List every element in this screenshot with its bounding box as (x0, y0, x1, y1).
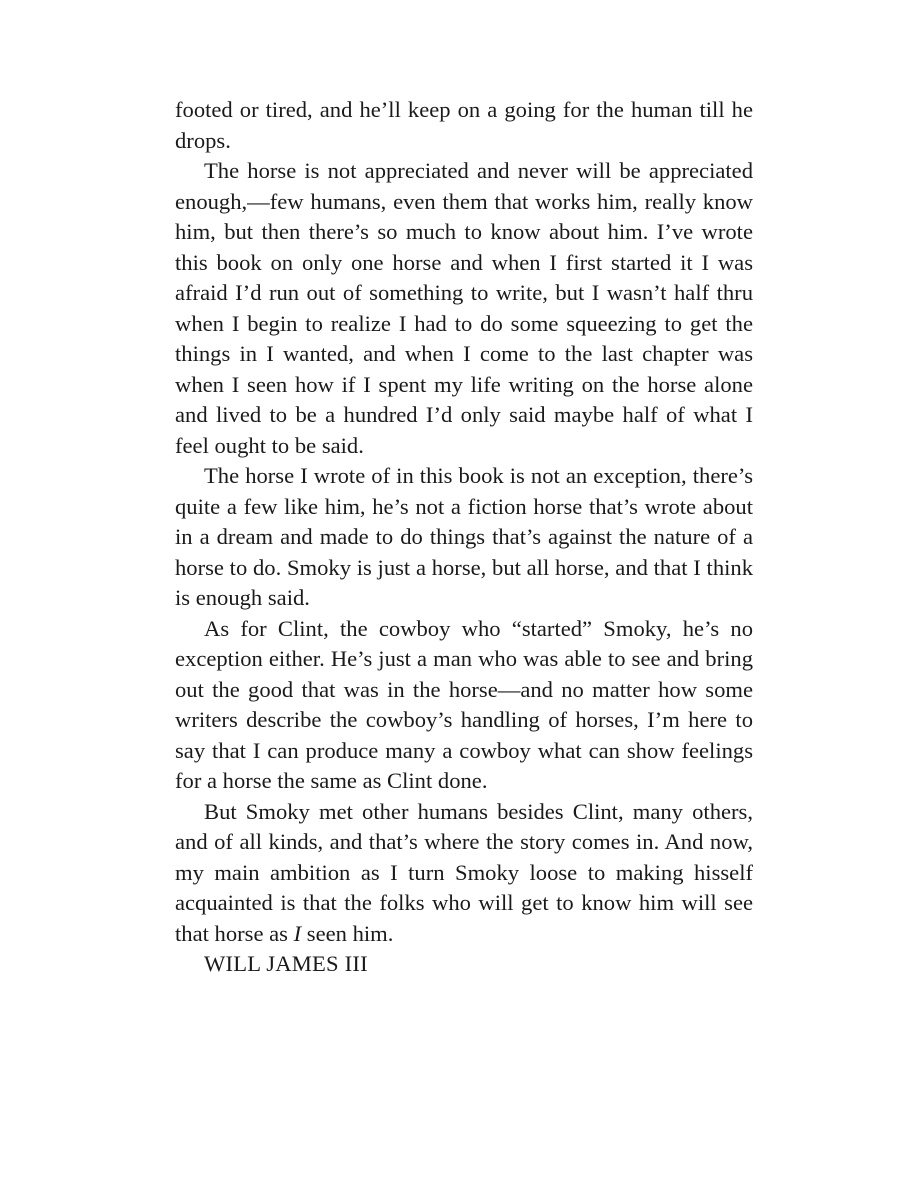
page-body (175, 95, 753, 980)
paragraph-continued: footed or tired, and he’ll keep on a going for the human till he drops. (175, 97, 753, 153)
paragraph-ambition (175, 797, 753, 950)
paragraph-not-exception: The horse I wrote of in this book is not an exception, there’s quite a few like him, he’s not a fiction horse that’s wrote about in a dream and made to do things that’s against the nature of a horse to do. Smoky is just a horse, but all horse, and that I think is enough said. (175, 463, 753, 610)
paragraph-ambition-emphasis: I (293, 920, 302, 946)
author-signature: WILL JAMES III (204, 951, 368, 976)
paragraph-ambition-after: seen him. (301, 920, 394, 946)
paragraph-ambition-before: But Smoky met other humans besides Clint, many others, and of all kinds, and that’s where the story comes in. And now, my main ambition as I turn Smoky loose to making hisself acquainted is that the folks who will get to know him will see that horse as (175, 798, 753, 946)
paragraph-clint: As for Clint, the cowboy who “started” Smoky, he’s no exception either. He’s just a man who was able to see and bring out the good that was in the horse—and no matter how some writers describe the cowboy’s handling of horses, I’m here to say that I can produce many a cowboy what can show feelings for a horse the same as Clint done. (175, 615, 753, 793)
paragraph-appreciation: The horse is not appreciated and never will be appreciated enough,—few humans, even them that works him, really know him, but then there’s so much to know about him. I’ve wrote this book on only one horse and when I first started it I was afraid I’d run out of something to write, but I wasn’t half thru when I begin to realize I had to do some squeezing to get the things in I wanted, and when I come to the last chapter was when I seen how if I spent my life writing on the horse alone and lived to be a hundred I’d only said maybe half of what I feel ought to be said. (175, 158, 753, 458)
